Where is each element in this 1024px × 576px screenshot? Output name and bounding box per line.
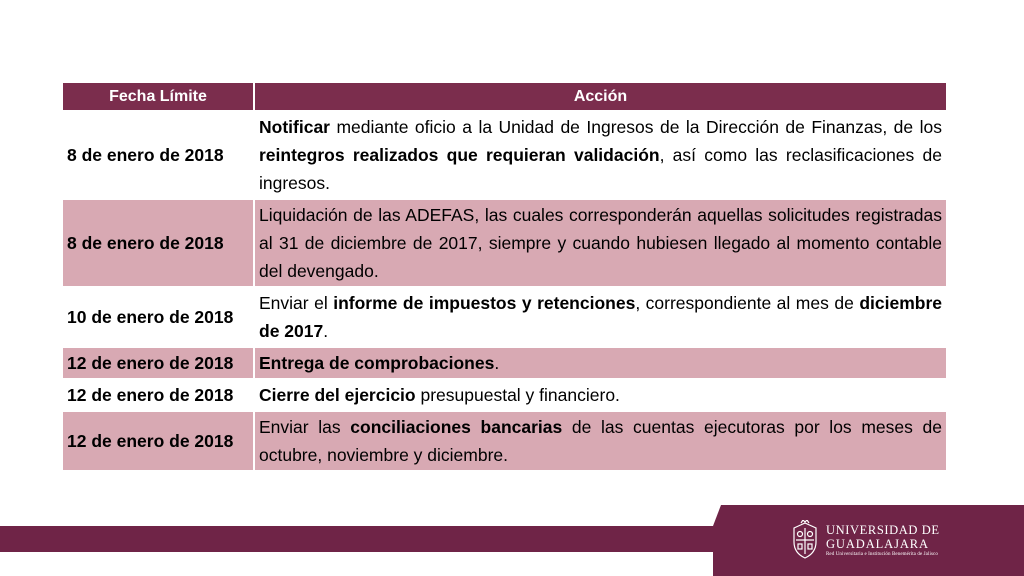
deadline-date-cell: 8 de enero de 2018: [63, 111, 254, 199]
action-text: , correspondiente al mes de: [635, 293, 860, 313]
action-bold-text: informe de impuestos y retenciones: [333, 293, 636, 313]
table-row: [63, 379, 946, 411]
logo-text: [826, 523, 940, 558]
action-cell: [254, 287, 946, 347]
deadline-table: [63, 83, 946, 472]
deadline-table-container: [63, 83, 946, 472]
deadline-date-cell: 10 de enero de 2018: [63, 287, 254, 347]
action-text: de las cuentas ejecutoras por los meses de octubre, noviembre y diciembre.: [259, 417, 942, 465]
table-row: [63, 347, 946, 379]
action-bold-text: Entrega de comprobaciones: [259, 353, 495, 373]
table-row: [63, 287, 946, 347]
table-row: [63, 199, 946, 287]
deadline-date-cell: 12 de enero de 2018: [63, 379, 254, 411]
action-text: presupuestal y financiero.: [415, 385, 620, 405]
action-bold-text: Notificar: [259, 117, 330, 137]
action-text: , así como las reclasificaciones de ingresos.: [259, 145, 942, 193]
table-row: [63, 411, 946, 471]
table-body: [63, 111, 946, 471]
logo-line-2: GUADALAJARA: [826, 536, 929, 551]
action-bold-text: conciliaciones bancarias: [350, 417, 563, 437]
action-cell: [254, 411, 946, 471]
action-cell: [254, 379, 946, 411]
action-bold-text: Cierre del ejercicio: [259, 385, 416, 405]
action-text: mediante oficio a la Unidad de Ingresos de la Dirección de Finanzas, de los: [329, 117, 942, 137]
deadline-date-cell: 12 de enero de 2018: [63, 347, 254, 379]
action-bold-text: diciembre de 2017: [259, 293, 942, 341]
deadline-date-cell: 8 de enero de 2018: [63, 199, 254, 287]
action-text: Enviar las: [259, 417, 351, 437]
action-text: .: [494, 353, 500, 373]
crest-icon: [790, 520, 820, 560]
action-text: Enviar el: [259, 293, 334, 313]
action-text: Liquidación de las ADEFAS, las cuales corresponderán aquellas solicitudes registradas al 31 de diciembre de 2017, siempre y cuando hubiesen llegado al momento contable del devengado.: [259, 205, 942, 281]
logo-line-1: UNIVERSIDAD DE: [826, 522, 940, 537]
action-cell: [254, 199, 946, 287]
action-cell: [254, 347, 946, 379]
university-logo: [790, 518, 1015, 562]
action-cell: [254, 111, 946, 199]
action-text: .: [323, 321, 329, 341]
logo-tagline: Red Universitaria e Institución Benemérita de Jalisco: [826, 551, 938, 557]
header-fecha-limite: Fecha Límite: [63, 83, 254, 111]
table-header-row: [63, 83, 946, 111]
table-row: [63, 111, 946, 199]
deadline-date-cell: 12 de enero de 2018: [63, 411, 254, 471]
header-accion: Acción: [254, 83, 946, 111]
action-bold-text: reintegros realizados que requieran validación: [259, 145, 660, 165]
